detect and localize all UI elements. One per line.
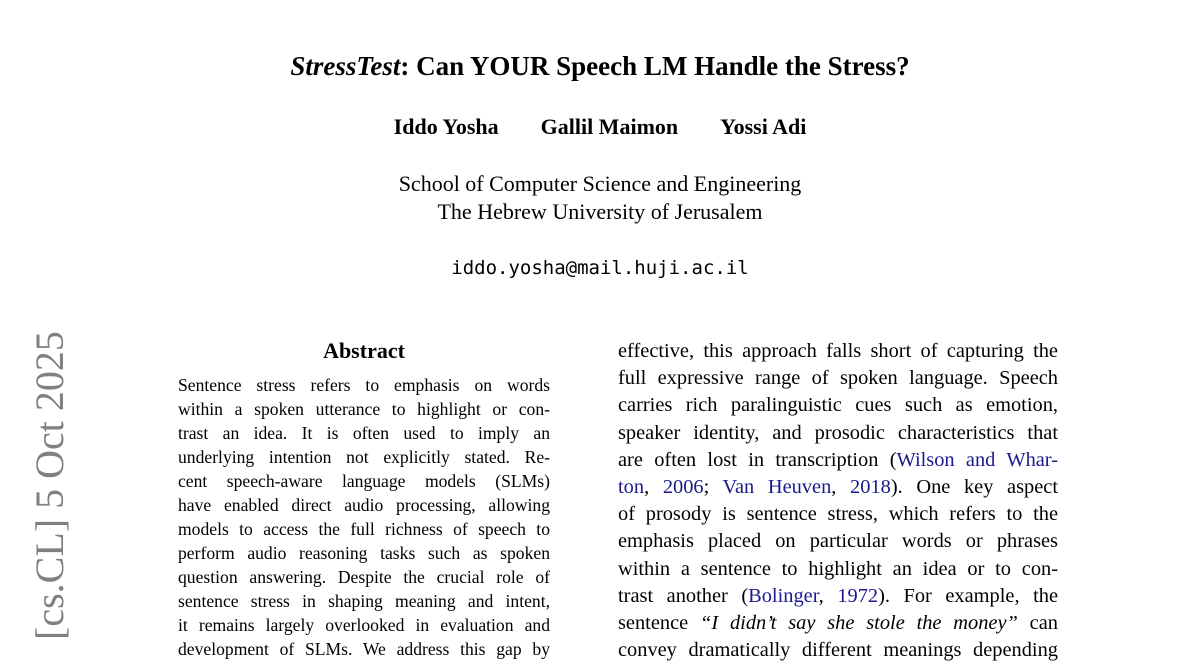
intro-text: ). One key aspect: [890, 475, 1058, 498]
arxiv-stamp: [cs.CL] 5 Oct 2025: [27, 331, 72, 640]
affiliation-line: School of Computer Science and Engineering: [398, 171, 802, 196]
citation-year-1972[interactable]: 1972: [837, 584, 879, 607]
author-name: Gallil Maimon: [540, 114, 679, 139]
citation-link-wilson[interactable]: ton: [618, 475, 645, 498]
intro-text: trast another (: [618, 584, 749, 607]
intro-text: are often lost in transcription (: [618, 448, 897, 471]
abstract-line: Sentence stress refers to emphasis on words: [178, 375, 550, 395]
intro-text: ,: [644, 475, 663, 498]
intro-text: ). For example, the: [878, 584, 1058, 607]
affiliation: [0, 170, 1200, 226]
intro-line: [618, 610, 1058, 637]
intro-text: ;: [703, 475, 723, 498]
intro-line: [618, 583, 1058, 610]
intro-line: convey dramatically different meanings depending: [618, 639, 1058, 662]
paper-title: [0, 48, 1200, 84]
intro-line: effective, this approach falls short of capturing the: [618, 340, 1058, 362]
title-rest: : Can YOUR Speech LM Handle the Stress?: [400, 51, 910, 81]
abstract-line: question answering. Despite the crucial role of: [178, 567, 550, 587]
intro-line: within a sentence to highlight an idea or to con-: [618, 557, 1058, 580]
example-quote: “I didn’t say she stole the money”: [700, 611, 1018, 634]
citation-link-bolinger[interactable]: Bolinger: [748, 584, 819, 607]
author-list: [0, 113, 1200, 141]
abstract-heading: Abstract: [323, 338, 405, 363]
affiliation-line: The Hebrew University of Jerusalem: [437, 199, 763, 224]
citation-link-wilson[interactable]: Wilson and Whar-: [896, 448, 1058, 471]
citation-year-2018[interactable]: 2018: [850, 475, 891, 498]
title-italic: StressTest: [290, 51, 401, 81]
intro-line: [618, 447, 1058, 474]
intro-text: ,: [831, 475, 851, 498]
intro-line: full expressive range of spoken language. Speech: [618, 367, 1058, 390]
intro-body: [618, 338, 1058, 664]
intro-text: sentence: [618, 611, 701, 634]
intro-line: of prosody is sentence stress, which refers to the: [618, 503, 1058, 526]
abstract-line: development of SLMs. We address this gap by: [178, 639, 550, 659]
intro-text: ,: [818, 584, 838, 607]
intro-text: can: [1017, 611, 1058, 634]
intro-line: [618, 474, 1058, 501]
abstract-line: cent speech-aware language models (SLMs): [178, 471, 550, 491]
abstract-line: underlying intention not explicitly stated. Re-: [178, 447, 550, 467]
abstract-line: sentence stress in shaping meaning and intent,: [178, 591, 550, 611]
abstract-line: it remains largely overlooked in evaluation and: [178, 615, 550, 635]
abstract-line: trast an idea. It is often used to imply an: [178, 423, 550, 443]
abstract-line: within a spoken utterance to highlight or con-: [178, 399, 550, 419]
citation-year-2006[interactable]: 2006: [662, 475, 704, 498]
abstract-line: perform audio reasoning tasks such as spoken: [178, 543, 550, 563]
intro-line: emphasis placed on particular words or phrases: [618, 530, 1058, 553]
abstract-body: [178, 373, 550, 661]
author-name: Yossi Adi: [720, 114, 807, 139]
author-name: Iddo Yosha: [393, 114, 499, 139]
author-email: iddo.yosha@mail.huji.ac.il: [451, 257, 749, 279]
abstract-line: have enabled direct audio processing, allowing: [178, 495, 550, 515]
intro-line: carries rich paralinguistic cues such as emotion,: [618, 394, 1058, 417]
citation-link-vanheuven[interactable]: Van Heuven: [722, 475, 832, 498]
abstract-line: models to access the full richness of speech to: [178, 519, 550, 539]
intro-line: speaker identity, and prosodic characteristics that: [618, 421, 1058, 444]
